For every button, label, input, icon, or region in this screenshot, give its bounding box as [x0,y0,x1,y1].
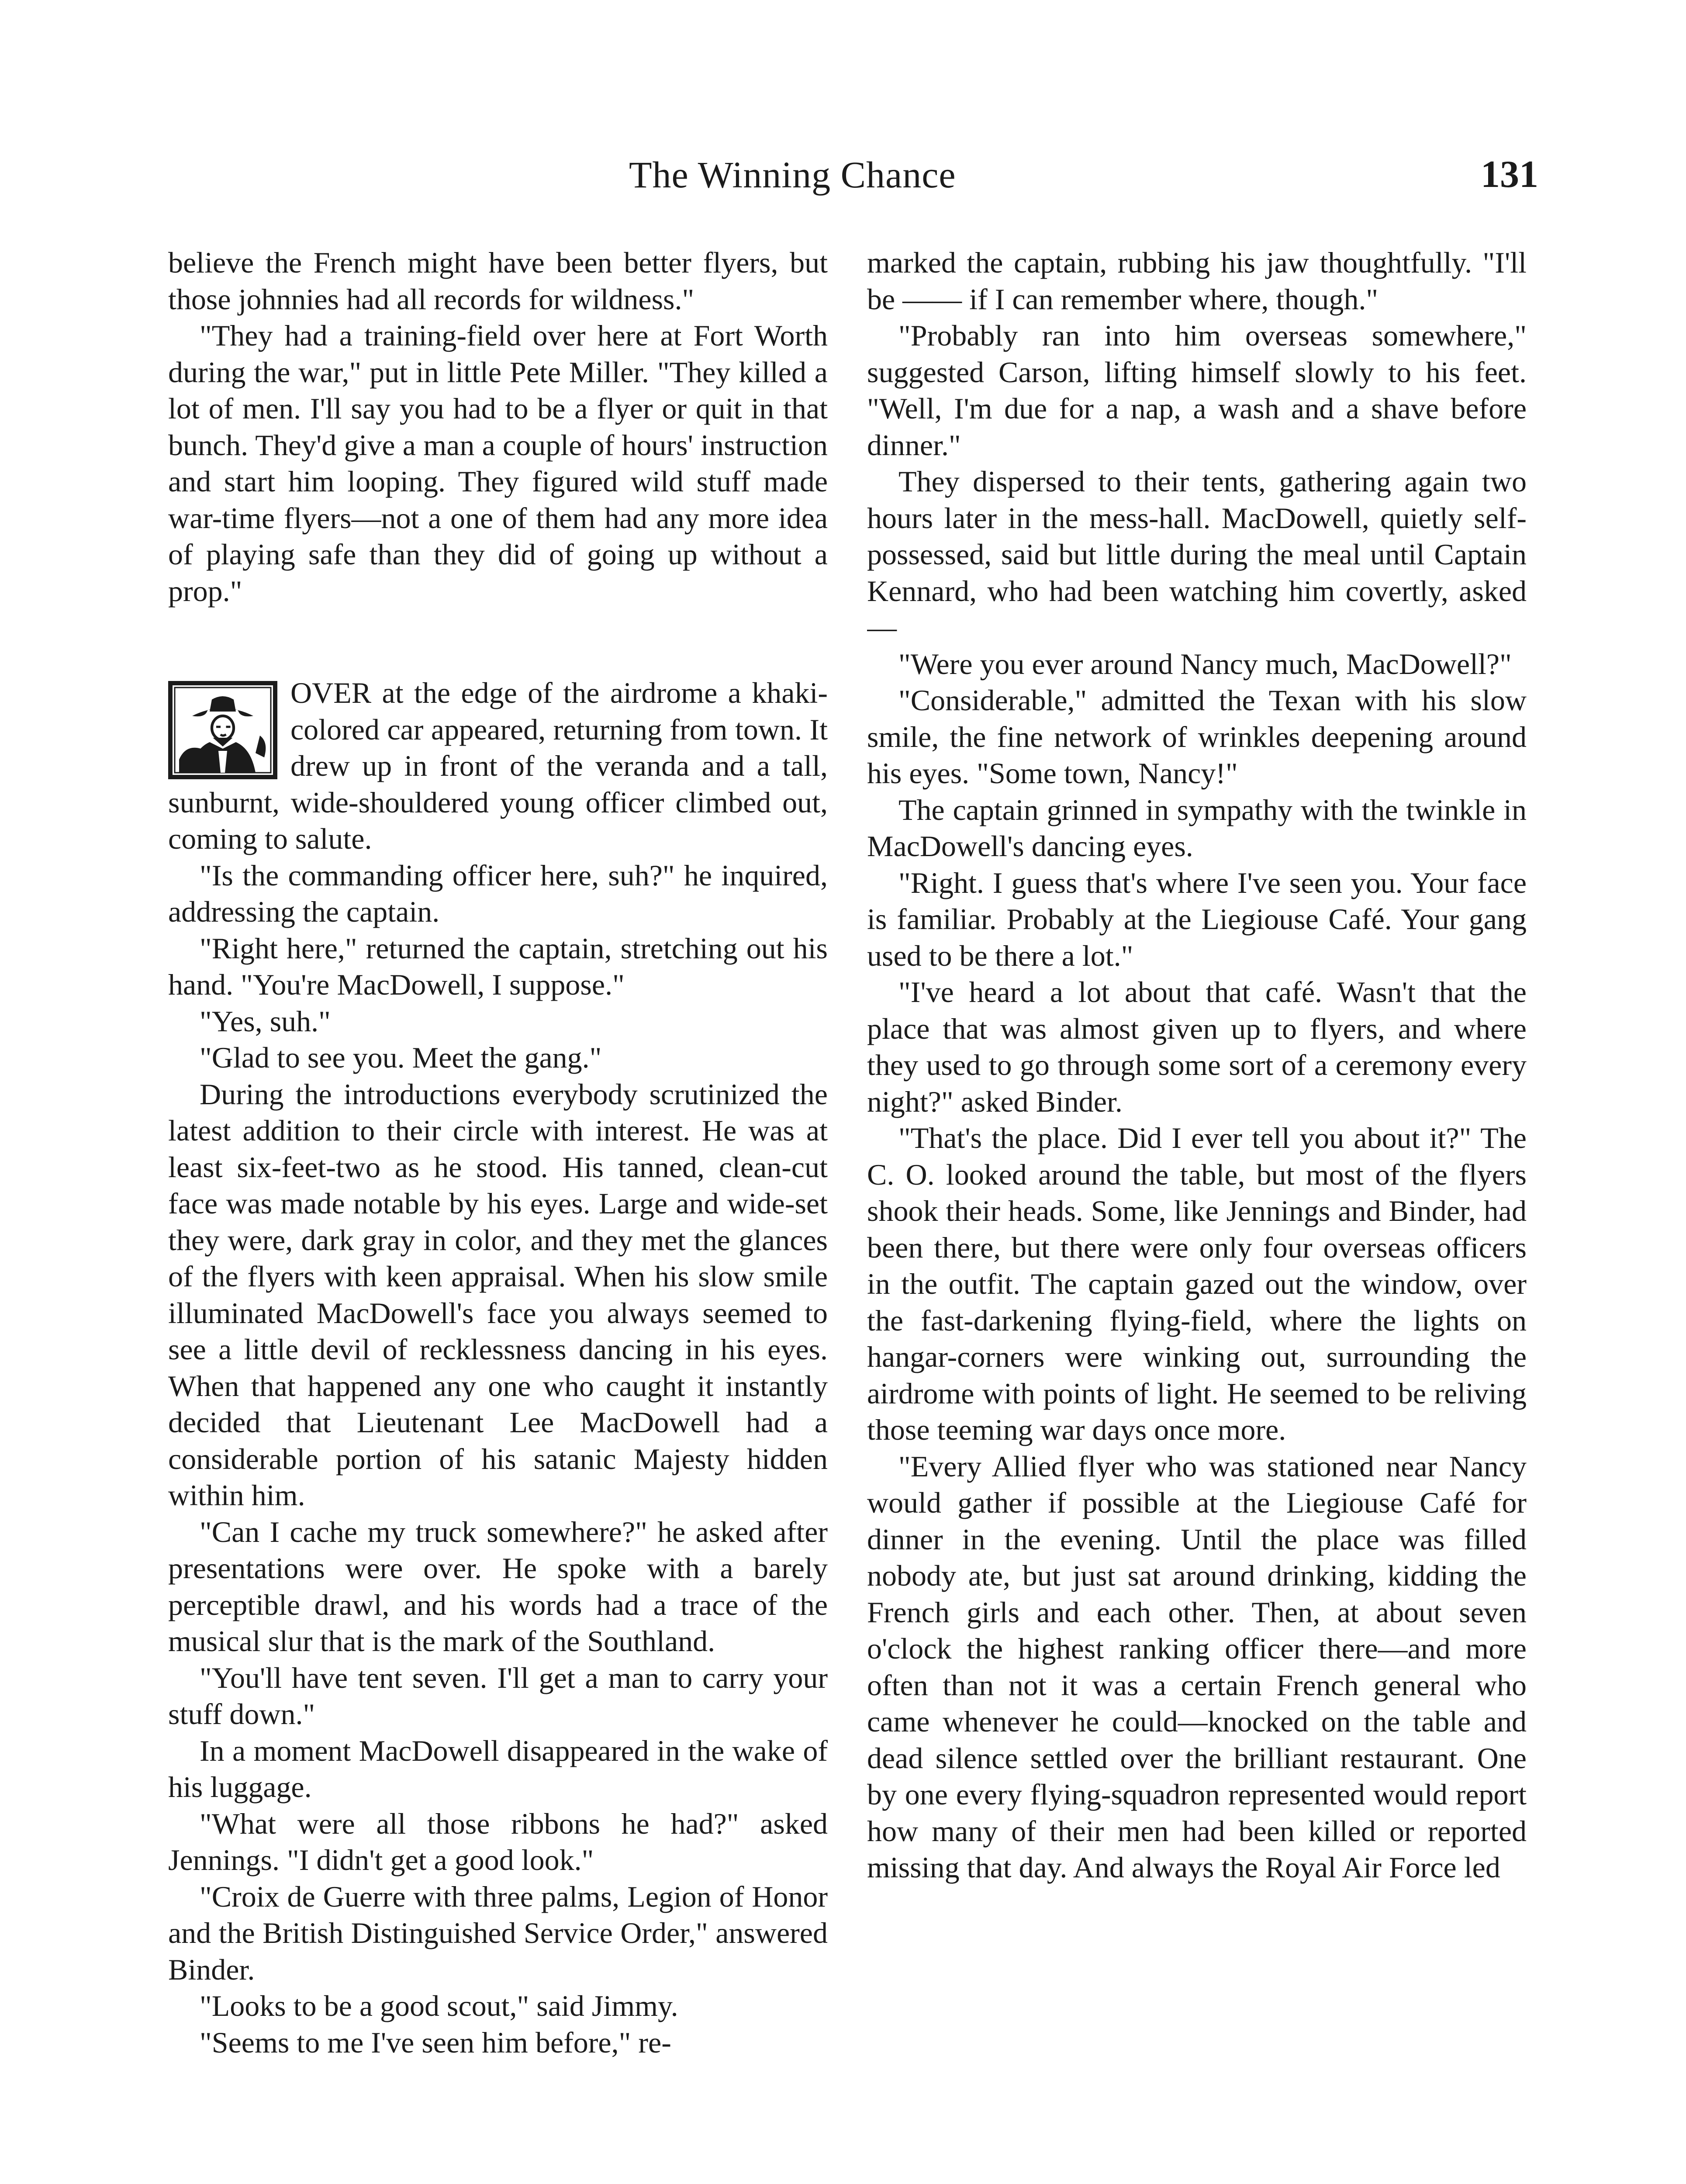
body-paragraph: "Considerable," admitted the Texan with his slow smile, the fine network of wrinkles deepening around his eyes. "Some town, Nancy!" [867,684,1527,790]
section-break [168,609,828,675]
body-paragraph: "Glad to see you. Meet the gang." [200,1041,602,1074]
page-number: 131 [1481,153,1538,196]
body-paragraph: "Looks to be a good scout," said Jimmy. [200,1989,678,2022]
body-paragraph: "What were all those ribbons he had?" asked Jennings. "I didn't get a good look." [168,1807,828,1876]
body-paragraph: marked the captain, rubbing his jaw thoughtfully. "I'll be —— if I can remember where, though." [867,246,1527,316]
running-title: The Winning Chance [629,154,956,196]
body-paragraph: "Is the commanding officer here, suh?" he inquired, addressing the captain. [168,858,828,928]
left-column-continued-text [168,857,828,2061]
section-opening-paragraph: OVER at the edge of the airdrome a khaki-colored car appeared, returning from town. It drew up in front of the veranda and a tall, sunburnt, wide-shouldered young officer climbed out, coming to salute. [168,676,828,855]
body-paragraph: "Right. I guess that's where I've seen you. Your face is familiar. Probably at the Liegiouse Café. Your gang used to be there a lot." [867,866,1527,972]
body-paragraph: "They had a training-field over here at Fort Worth during the war," put in little Pete Miller. "They killed a lot of men. I'll say you had to be a flyer or quit in that bunch. They'd give a man a couple of hours' instruction and start him looping. They figured wild stuff made war-time flyers—not a one of them had any more idea of playing safe than they did of going up without a prop." [168,319,828,608]
body-paragraph: "Seems to me I've seen him before," re- [200,2025,671,2059]
body-paragraph: The captain grinned in sympathy with the twinkle in MacDowell's dancing eyes. [867,793,1527,863]
body-paragraph: "That's the place. Did I ever tell you about it?" The C. O. looked around the table, but most of the flyers shook their heads. Some, like Jennings and Binder, had been there, but there were only four overseas officers in the outfit. The captain gazed out the window, over the fast-darkening flying-field, where the lights on hangar-corners were winking out, surrounding the airdrome with points of light. He seemed to be reliving those teeming war days once more. [867,1121,1527,1446]
body-paragraph: "You'll have tent seven. I'll get a man to carry your stuff down." [168,1661,828,1731]
body-paragraph: "I've heard a lot about that café. Wasn't that the place that was almost given up to flyers, and where they used to go through some sort of a ceremony every night?" asked Binder. [867,975,1527,1118]
body-paragraph: "Can I cache my truck somewhere?" he asked after presentations were over. He spoke with a barely perceptible drawl, and his words had a trace of the musical slur that is the mark of the Southland. [168,1515,828,1658]
body-paragraph: "Every Allied flyer who was stationed near Nancy would gather if possible at the Liegiouse Café for dinner in the evening. Until the place was filled nobody ate, but just sat around drinking, kidding the French girls and each other. Then, at about seven o'clock the highest ranking officer there—and more often than not it was a certain French general who came whenever he could—knocked on the table and dead silence settled over the brilliant restaurant. One by one every flying-squadron represented would report how many of their men had been killed or reported missing that day. And always the Royal Air Force led [867,1449,1527,1884]
right-column-text [867,245,1527,1886]
body-paragraph: believe the French might have been better flyers, but those johnnies had all records for wildness." [168,246,828,316]
left-column-opening-text [168,245,828,609]
left-column [168,245,828,2184]
body-paragraph: "Probably ran into him overseas somewhere," suggested Carson, lifting himself slowly to his feet. "Well, I'm due for a nap, a wash and a shave before dinner." [867,319,1527,462]
body-paragraph: "Right here," returned the captain, stretching out his hand. "You're MacDowell, I suppose." [168,931,828,1001]
cowboy-vignette-icon [168,681,277,779]
body-paragraph: They dispersed to their tents, gathering again two hours later in the mess-hall. MacDowell, quietly self-possessed, said but little during the meal until Captain Kennard, who had been watching him covertly, asked— [867,465,1527,644]
body-paragraph: In a moment MacDowell disappeared in the wake of his luggage. [168,1734,828,1804]
body-paragraph: "Yes, suh." [200,1004,331,1038]
running-head [0,149,1686,201]
drop-cap-illustration [168,681,277,779]
body-paragraph: "Croix de Guerre with three palms, Legion of Honor and the British Distinguished Service Order," answered Binder. [168,1880,828,1986]
body-paragraph: During the introductions everybody scrutinized the latest addition to their circle with interest. He was at least six-feet-two as he stood. His tanned, clean-cut face was made notable by his eyes. Large and wide-set they were, dark gray in color, and they met the glances of the flyers with keen appraisal. When his slow smile illuminated MacDowell's face you always seemed to see a little devil of recklessness dancing in his eyes. When that happened any one who caught it instantly decided that Lieutenant Lee MacDowell had a considerable portion of his satanic Majesty hidden within him. [168,1077,828,1512]
section-start [168,675,828,857]
body-paragraph: "Were you ever around Nancy much, MacDowell?" [898,647,1512,681]
right-column [867,245,1527,2184]
